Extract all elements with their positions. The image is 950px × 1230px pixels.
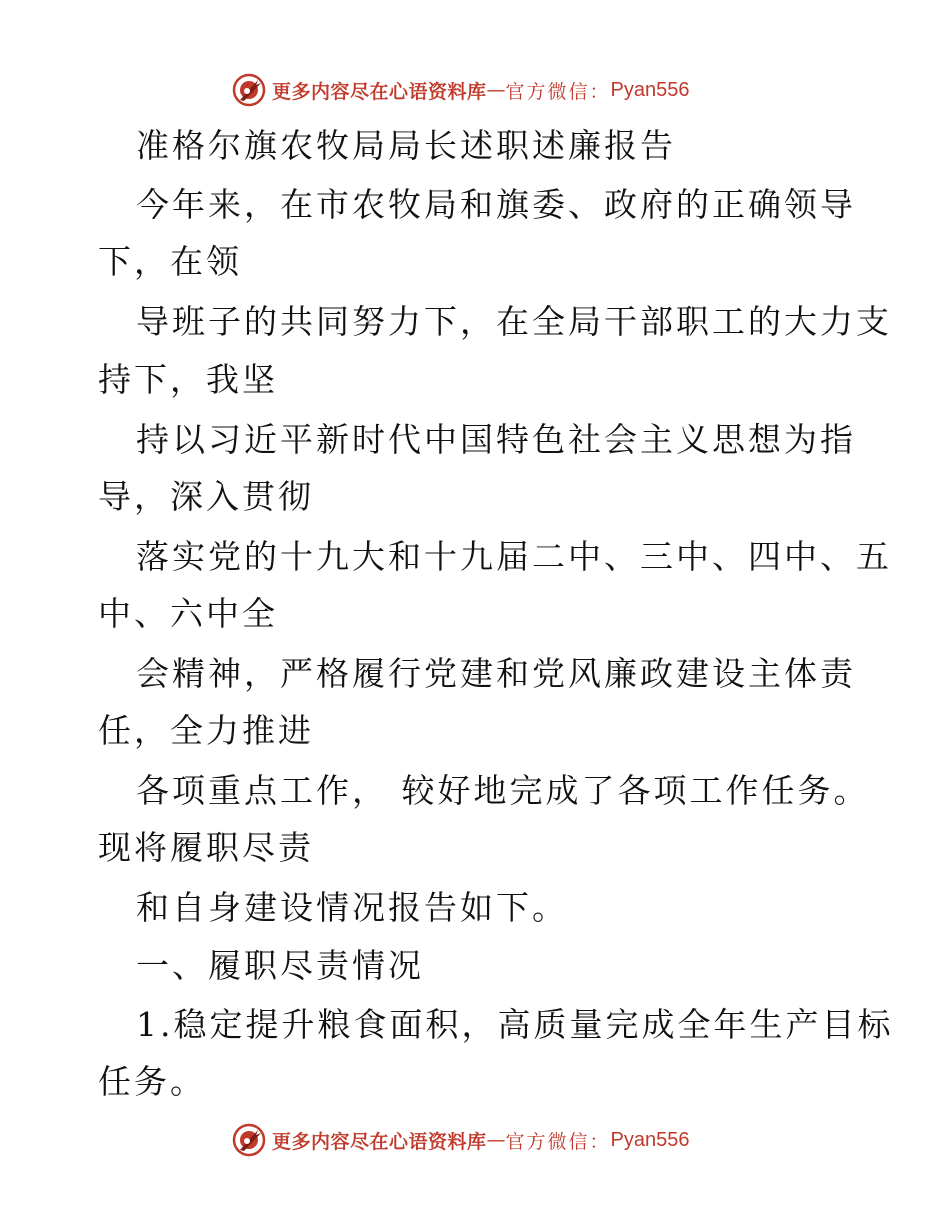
watermark-official-label: 官方微信： — [505, 80, 611, 103]
watermark-official-label: 官方微信： — [505, 1130, 611, 1153]
watermark-separator: — — [486, 1129, 506, 1151]
paragraph-line: 落实党的十九大和十九届二中、三中、四中、五 — [136, 537, 892, 576]
watermark-text: 更多内容尽在心语资料库 — [272, 1130, 487, 1153]
quill-seal-icon — [232, 73, 266, 107]
quill-seal-icon — [232, 1123, 266, 1157]
watermark-header — [232, 72, 690, 108]
watermark-wechat-id: Pyan556 — [610, 1128, 690, 1151]
paragraph-line: 1.稳定提升粮食面积，高质量完成全年生产目标 — [136, 1005, 894, 1044]
paragraph-line: 各项重点工作， 较好地完成了各项工作任务。 — [136, 771, 870, 810]
paragraph-line: 下，在领 — [98, 242, 242, 281]
paragraph-line: 和自身建设情况报告如下。 — [136, 888, 568, 927]
document-title: 准格尔旗农牧局局长述职述廉报告 — [136, 126, 676, 165]
paragraph-line: 持下，我坚 — [98, 360, 278, 399]
paragraph-line: 中、六中全 — [98, 594, 278, 633]
section-heading: 一、履职尽责情况 — [136, 946, 424, 985]
paragraph-line: 导班子的共同努力下，在全局干部职工的大力支 — [136, 302, 892, 341]
paragraph-line: 任，全力推进 — [98, 711, 314, 750]
watermark-separator: — — [486, 79, 506, 101]
paragraph-line: 持以习近平新时代中国特色社会主义思想为指 — [136, 420, 856, 459]
watermark-footer — [232, 1122, 690, 1158]
paragraph-line: 任务。 — [98, 1062, 206, 1101]
paragraph-line: 会精神，严格履行党建和党风廉政建设主体责 — [136, 654, 856, 693]
paragraph-line: 今年来，在市农牧局和旗委、政府的正确领导 — [136, 185, 856, 224]
watermark-text: 更多内容尽在心语资料库 — [272, 80, 487, 103]
paragraph-line: 现将履职尽责 — [98, 828, 314, 867]
watermark-wechat-id: Pyan556 — [610, 78, 690, 101]
paragraph-line: 导，深入贯彻 — [98, 477, 314, 516]
